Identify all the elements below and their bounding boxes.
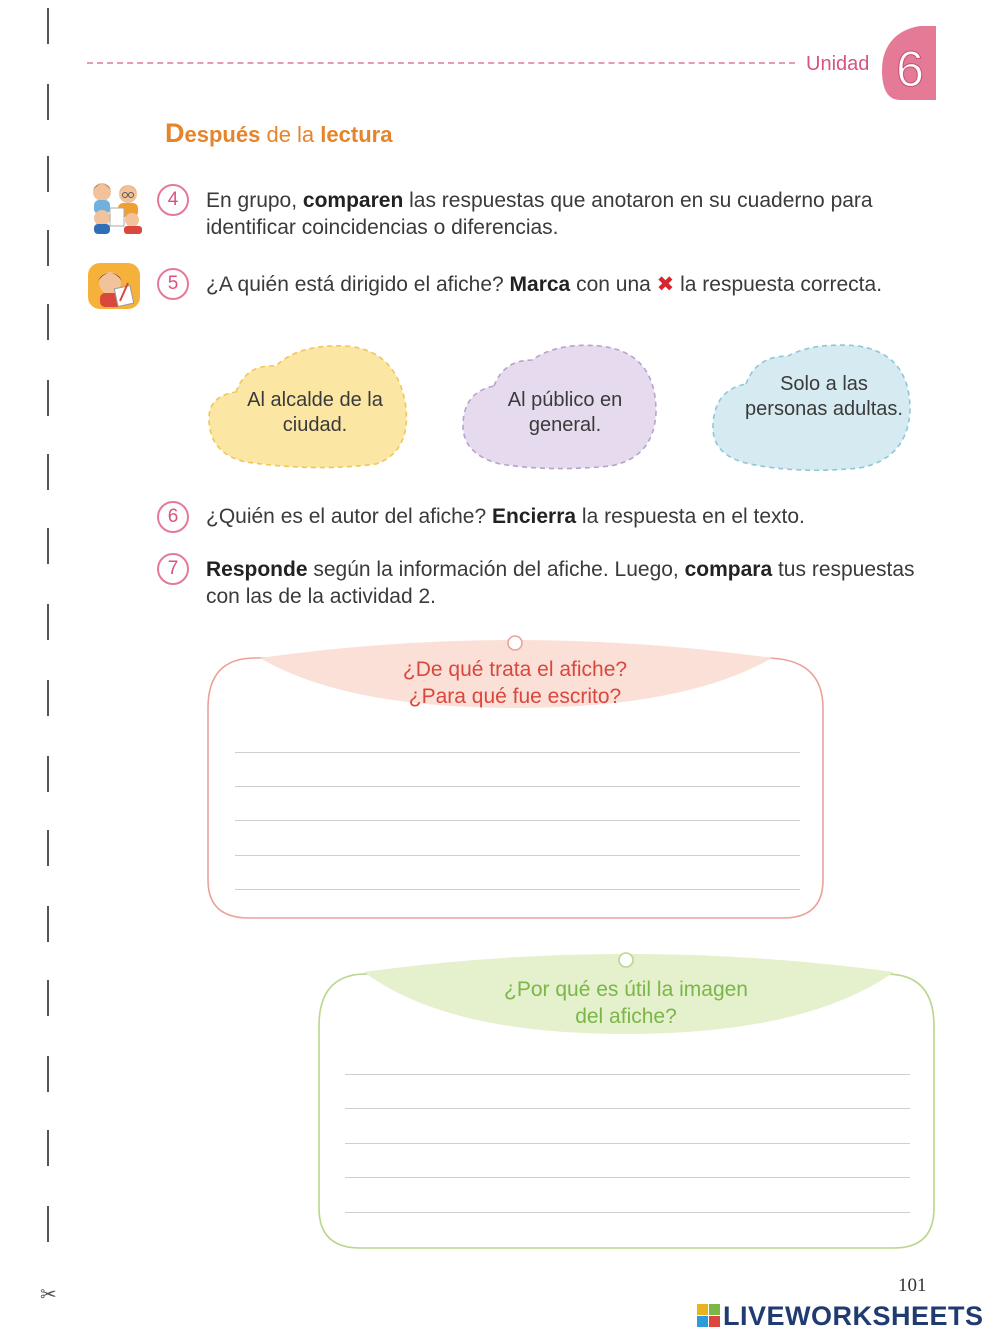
section-title-word-1: espués: [184, 122, 261, 147]
question-number-7: 7: [157, 553, 189, 585]
question-5-text: ¿A quién está dirigido el afiche? Marca con una ✖ la respuesta correcta.: [206, 272, 883, 296]
question-number-6: 6: [157, 501, 189, 533]
option-2-label: Al público en general.: [507, 389, 623, 436]
section-title-word-2: lectura: [320, 122, 393, 147]
scissors-icon: ✂: [40, 1282, 57, 1306]
answer-line[interactable]: [235, 752, 800, 753]
answer-line[interactable]: [345, 1212, 910, 1213]
x-mark-icon: ✖: [656, 272, 675, 296]
answer-line[interactable]: [235, 820, 800, 821]
question-number-4: 4: [157, 184, 189, 216]
brand-blocks-icon: [697, 1304, 721, 1328]
section-title-connector: de la: [266, 122, 315, 147]
option-3-label: Solo a las personas adultas.: [745, 373, 903, 420]
brand-name: LIVEWORKSHEETS: [723, 1300, 984, 1331]
header-dashed-line: [87, 62, 795, 64]
answer-line[interactable]: [235, 889, 800, 890]
answer-box-2-title: ¿Por qué es útil la imagen del afiche?: [504, 978, 748, 1028]
question-6-text: ¿Quién es el autor del afiche? Encierra la respuesta en el texto.: [206, 505, 805, 528]
unit-label: Unidad: [806, 53, 870, 75]
unit-number: 6: [896, 41, 924, 97]
answer-line[interactable]: [345, 1074, 910, 1075]
section-title: [165, 118, 392, 149]
unit-badge: [880, 26, 936, 100]
page-number: 101: [898, 1275, 927, 1296]
answer-line[interactable]: [345, 1108, 910, 1109]
answer-box-1-title: ¿De qué trata el afiche? ¿Para qué fue escrito?: [402, 658, 628, 708]
section-title-initial: D: [165, 118, 185, 148]
option-1-label: Al alcalde de la ciudad.: [247, 389, 383, 436]
group-work-icon: [88, 178, 146, 239]
question-number-5: 5: [157, 268, 189, 300]
answer-line[interactable]: [235, 786, 800, 787]
question-4-text: En grupo, comparen las respuestas que anotaron en su cuaderno para identificar coincidencias o diferencias.: [206, 189, 873, 239]
answer-line[interactable]: [345, 1177, 910, 1178]
answer-line[interactable]: [345, 1143, 910, 1144]
brand-logo[interactable]: [697, 1300, 984, 1332]
answer-line[interactable]: [235, 855, 800, 856]
individual-work-icon: [88, 263, 140, 314]
question-7-text: Responde según la información del afiche. Luego, compara tus respuestas con las de la actividad 2.: [206, 558, 915, 608]
